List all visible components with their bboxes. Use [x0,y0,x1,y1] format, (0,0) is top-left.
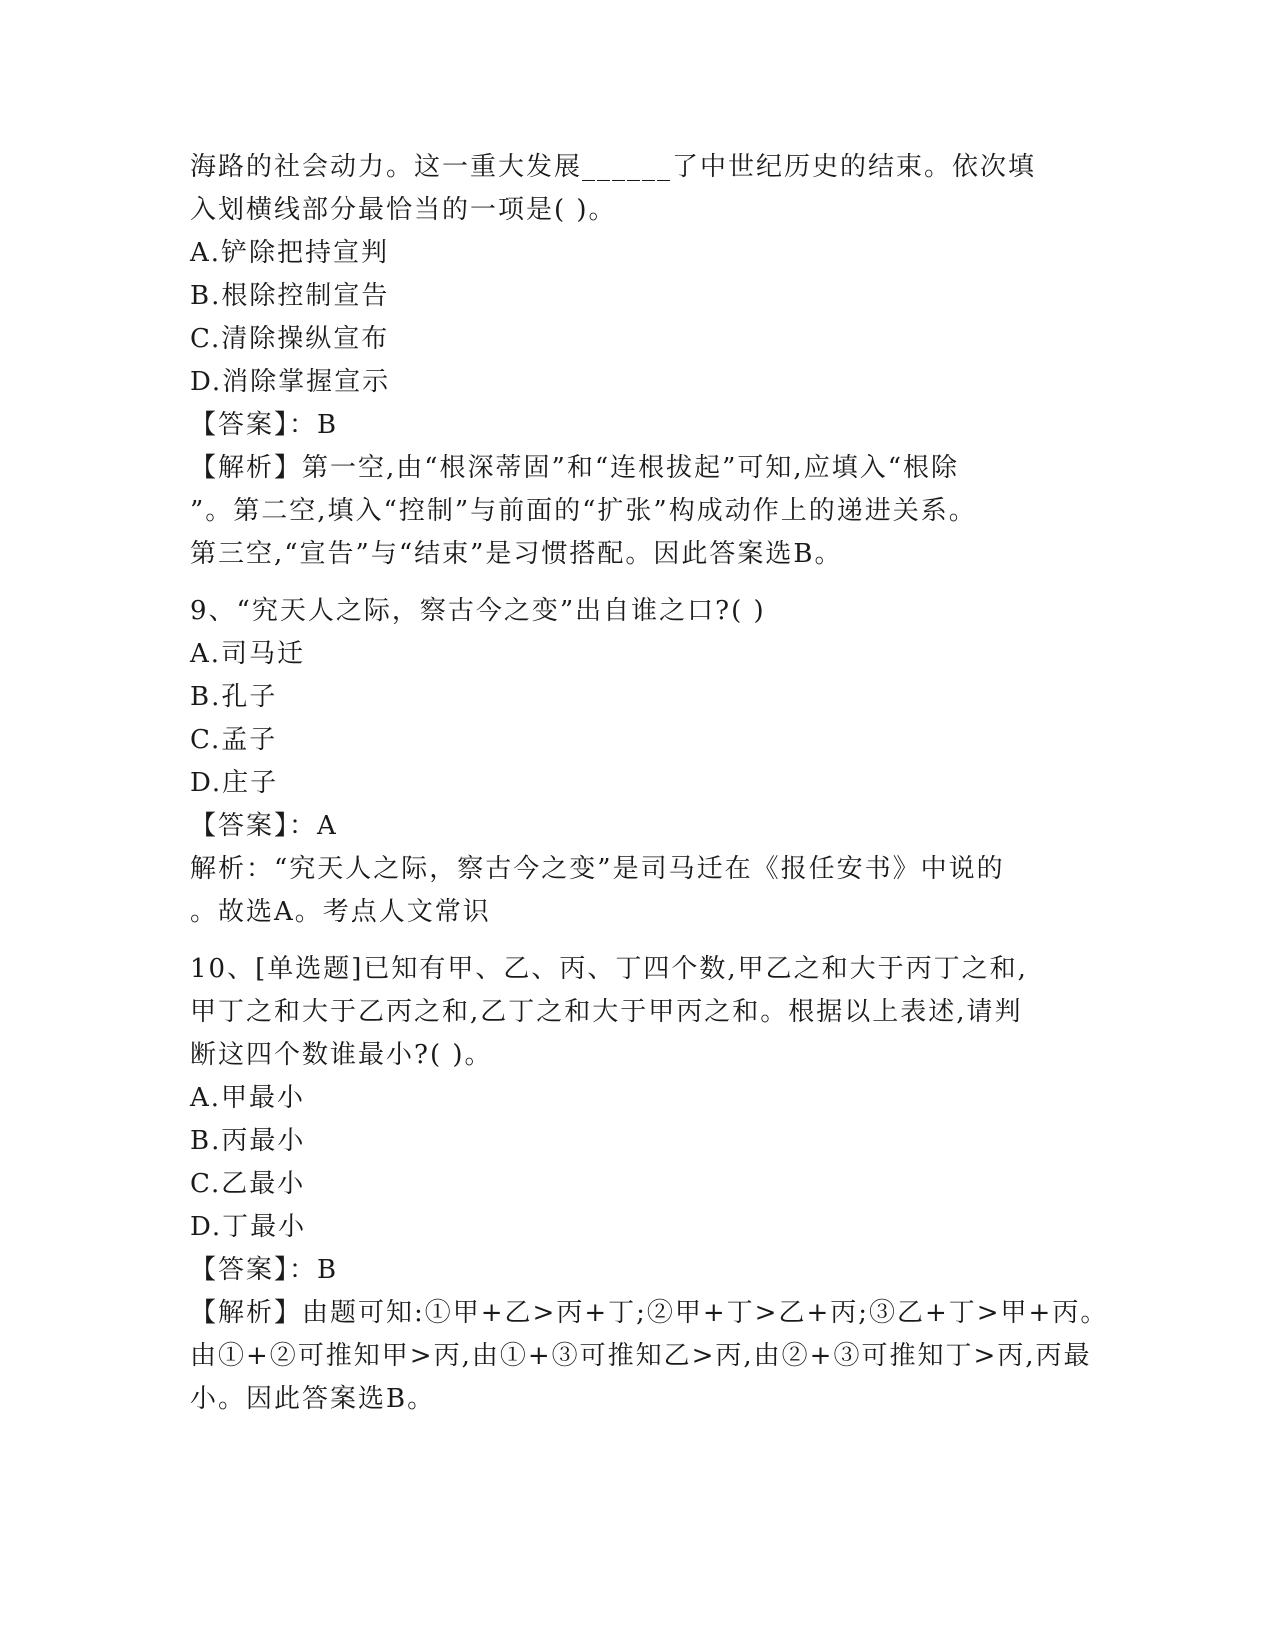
analysis-line: ”。第二空,填入“控制”与前面的“扩张”构成动作上的递进关系。 [190,496,977,526]
option-a: A.甲最小 [190,1083,306,1113]
spacer [190,934,1090,948]
option-b: B.孔子 [190,682,278,712]
option-d: D.庄子 [190,768,279,798]
answer: 【答案】：B [190,1255,339,1285]
question-8 [190,146,1090,576]
question-9 [190,590,1090,934]
analysis-line: 。故选A。考点人文常识 [190,897,491,927]
answer: 【答案】：B [190,410,339,440]
question-stem: 断这四个数谁最小?( )。 [190,1040,493,1070]
question-stem: 入划横线部分最恰当的一项是( )。 [190,195,617,225]
option-c: C.乙最小 [190,1169,306,1199]
option-b: B.丙最小 [190,1126,306,1156]
answer: 【答案】：A [190,811,338,841]
option-a: A.司马迁 [190,639,306,669]
option-d: D.消除掌握宣示 [190,367,391,397]
analysis-line: 第三空,“宣告”与“结束”是习惯搭配。因此答案选B。 [190,539,843,569]
analysis-line: 由①+②可推知甲>丙,由①+③可推知乙>丙,由②+③可推知丁>丙,丙最 [190,1341,1092,1371]
analysis-line: 【解析】由题可知:①甲+乙>丙+丁;②甲+丁>乙+丙;③乙+丁>甲+丙。 [190,1298,1109,1328]
question-stem: 9、“究天人之际，察古今之变”出自谁之口?( ) [190,596,766,626]
option-b: B.根除控制宣告 [190,281,390,311]
spacer [190,576,1090,590]
question-10 [190,948,1109,1421]
option-d: D.丁最小 [190,1212,307,1242]
analysis-line: 【解析】第一空,由“根深蒂固”和“连根拔起”可知,应填入“根除 [190,453,959,483]
question-stem: 10、[单选题]已知有甲、乙、丙、丁四个数,甲乙之和大于丙丁之和, [190,954,1028,984]
option-a: A.铲除把持宣判 [190,238,390,268]
question-stem: 甲丁之和大于乙丙之和,乙丁之和大于甲丙之和。根据以上表述,请判 [190,997,1023,1027]
option-c: C.清除操纵宣布 [190,324,390,354]
question-stem: 海路的社会动力。这一重大发展______了中世纪历史的结束。依次填 [190,152,1037,182]
analysis-line: 解析：“究天人之际，察古今之变”是司马迁在《报任安书》中说的 [190,854,1005,884]
option-c: C.孟子 [190,725,278,755]
document-page [190,146,1109,1421]
analysis-line: 小。因此答案选B。 [190,1384,436,1414]
